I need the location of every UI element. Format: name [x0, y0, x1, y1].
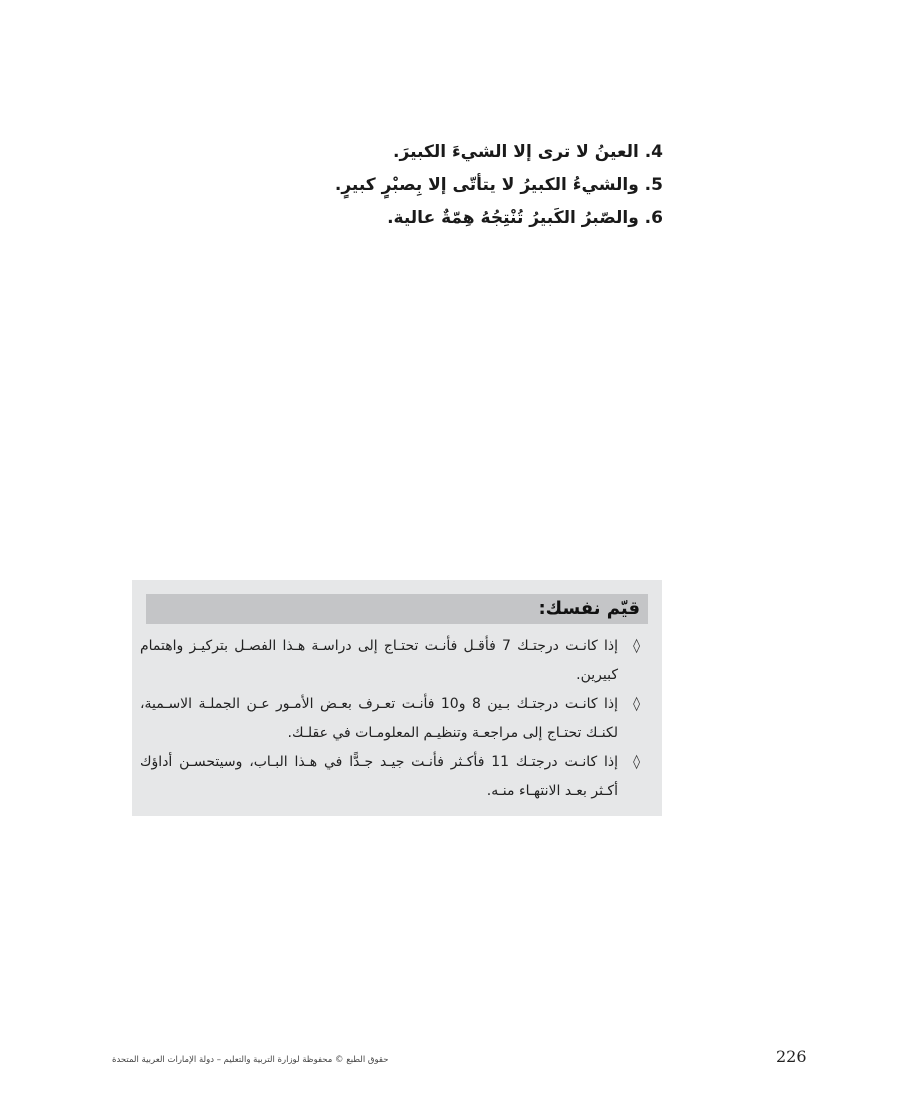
list-item — [140, 632, 640, 690]
self-evaluation-title: قيّم نفسك: — [538, 598, 640, 619]
sentence-4: 4. العينُ لا ترى إلا الشيءَ الكبيرَ. — [393, 142, 663, 162]
numbered-sentences — [243, 136, 663, 235]
diamond-outline-icon: ◊ — [633, 696, 640, 712]
diamond-outline-icon: ◊ — [633, 638, 640, 654]
list-item — [140, 690, 640, 748]
sentence-5: 5. والشيءُ الكبيرُ لا يتأتّى إلا بِصبْرٍ كبيرٍ. — [334, 175, 663, 195]
sentence-6: 6. والصّبرُ الكَبيرُ تُنْتِجُهُ هِمّةٌ عالية. — [387, 208, 663, 228]
diamond-outline-icon: ◊ — [633, 754, 640, 770]
self-evaluation-list — [140, 632, 640, 806]
self-evaluation-text-2: إذا كانـت درجتـك بـين 8 و10 فأنـت تعـرف بعـض الأمـور عـن الجملـة الاسـمية، لكنـك تحتـاج إلى مراجعـة وتنظيـم المعلومـات في عقلـك. — [140, 696, 618, 741]
page-number: 226 — [776, 1047, 807, 1066]
self-evaluation-box — [132, 580, 662, 816]
footer-copyright: حقوق الطبع © محفوظة لوزارة التربية والتعليم – دولة الإمارات العربية المتحدة — [112, 1055, 389, 1065]
self-evaluation-header — [146, 594, 648, 624]
self-evaluation-text-3: إذا كانـت درجتـك 11 فأكـثر فأنـت جيـد جـدًّا في هـذا البـاب، وسيتحسـن أداؤك أكـثر بعـد الانتهـاء منـه. — [140, 754, 618, 799]
list-item — [140, 748, 640, 806]
self-evaluation-text-1: إذا كانـت درجتـك 7 فأقـل فأنـت تحتـاج إلى دراسـة هـذا الفصـل بتركيـز واهتمام كبيرين. — [140, 638, 618, 683]
